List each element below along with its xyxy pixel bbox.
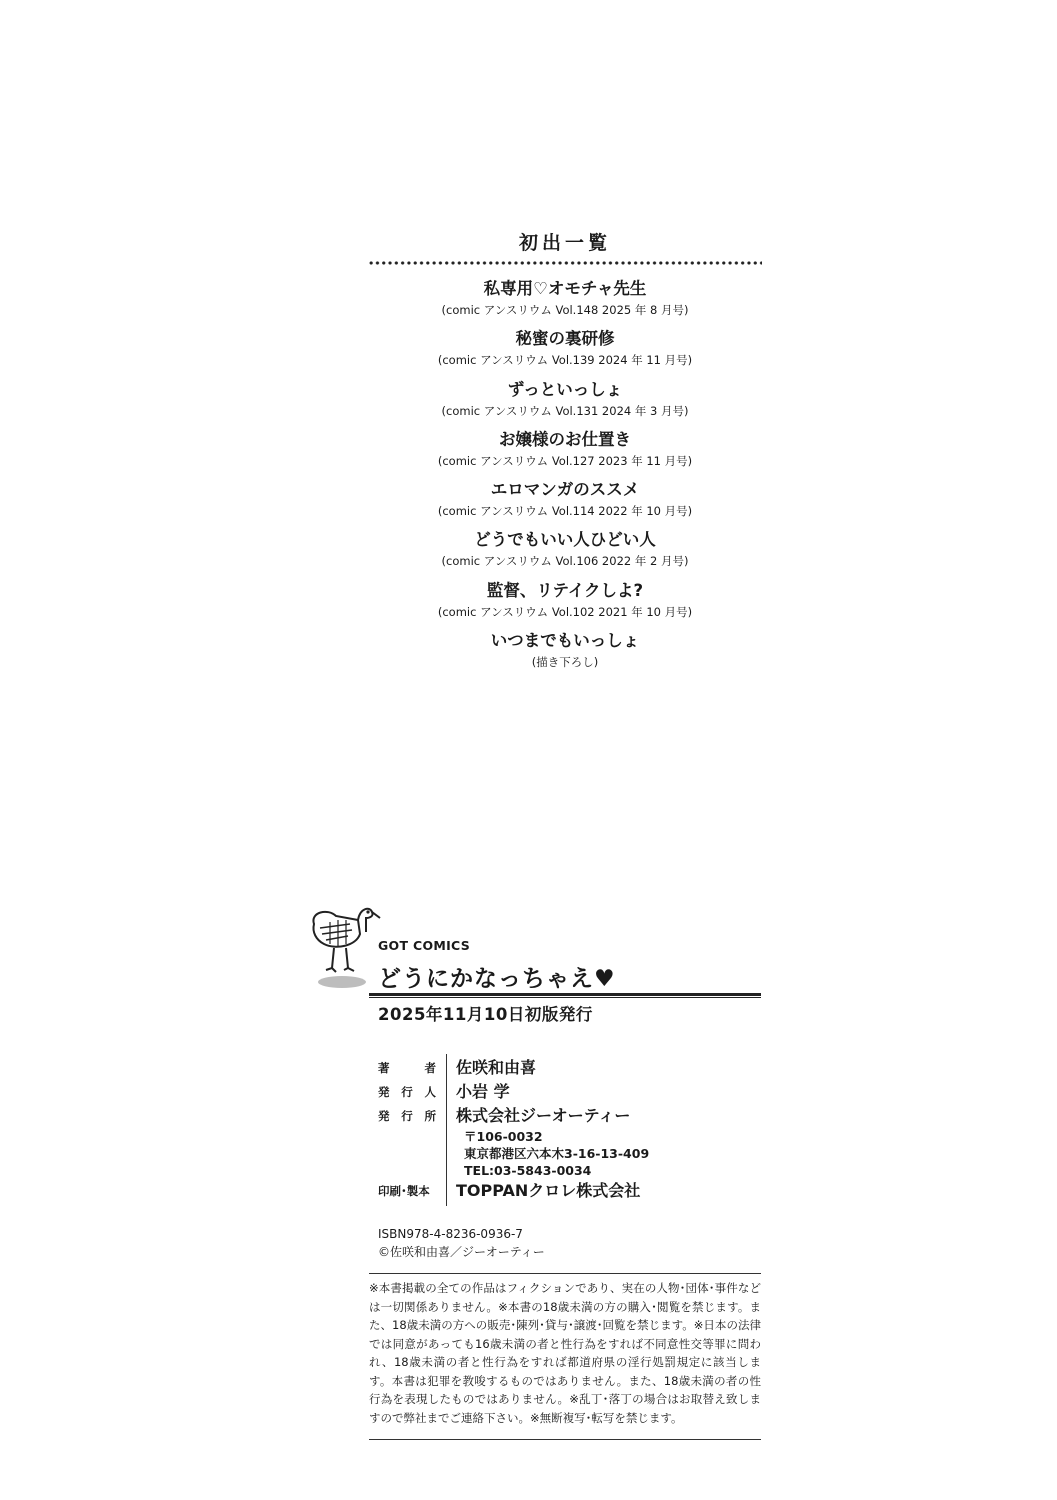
publisher-name: 株式会社ジーオーティー [456,1106,631,1125]
list-item [368,378,762,428]
work-title: お嬢様のお仕置き [499,429,631,449]
works-list [368,277,762,679]
credit-label [378,1056,436,1080]
credit-label-char: 人 [424,1085,436,1099]
work-title: 監督、リテイクしよ? [486,580,644,600]
list-item [368,428,762,478]
tel-row [378,1162,758,1179]
list-item [368,629,762,679]
work-title: いつまでもいっしょ [490,631,640,651]
work-source: (comic アンスリウム Vol.148 2025 年 8 月号) [441,303,689,317]
list-item [368,579,762,629]
title-underline-thin [369,997,761,998]
work-title: 私専用♡オモチャ先生 [483,279,647,298]
printer-label: 印刷･製本 [378,1184,430,1198]
work-source: (comic アンスリウム Vol.131 2024 年 3 月号) [441,403,689,418]
work-source: (comic アンスリウム Vol.139 2024 年 11 月号) [437,353,693,368]
address: 東京都港区六本木3-16-13-409 [464,1146,650,1161]
credit-label-char: 発 [378,1085,390,1099]
first-appearance-title: 初出一覧 [518,232,611,254]
list-item [368,327,762,377]
credit-row-publisher-person [378,1080,758,1104]
work-source: (comic アンスリウム Vol.106 2022 年 2 月号) [441,554,689,569]
work-title: エロマンガのススメ [490,480,640,500]
credit-label-char: 著 [378,1061,390,1075]
work-title: ずっといっしょ [507,379,623,399]
credit-label-char: 発 [378,1109,390,1123]
credit-label-char: 行 [401,1109,413,1123]
credit-label [378,1179,436,1203]
credit-label-char: 者 [424,1061,436,1075]
book-title: どうにかなっちゃえ♥ [378,966,616,992]
credit-label [378,1104,436,1128]
work-source: (comic アンスリウム Vol.102 2021 年 10 月号) [437,604,693,619]
credit-label [378,1080,436,1104]
title-underline [369,993,761,996]
telephone: TEL:03-5843-0034 [464,1163,592,1178]
legal-notice: ※本書掲載の全ての作品はフィクションであり、実在の人物･団体･事件などは一切関係ありません。※本書の18歳未満の方の購入･閲覧を禁じます。また、18歳未満の方への販売･陳列･貸与･譲渡･回覧を禁じます。※日本の法律では同意があっても16歳未満の者と性行為をすれば不同意性交等罪に問われ、18歳未満の者と性行為をすれば都道府県の淫行処罰規定に該当します。本書は犯罪を教唆するものではありません。また、18歳未満の者の性行為を表現したものではありません。※乱丁･落丁の場合はお取替え致しますので弊社までご連絡下さい。※無断複写･転写を禁じます。 [369,1281,761,1425]
address-row [378,1145,758,1162]
credit-label-char: 行 [401,1085,413,1099]
bird-mascot-icon [306,902,382,994]
credit-row-printer [378,1179,758,1203]
work-source: (描き下ろし) [531,655,599,670]
list-item [368,528,762,578]
notice-divider-top [369,1273,761,1274]
copyright: ©佐咲和由喜／ジーオーティー [378,1245,545,1259]
credit-label-char: 所 [424,1109,436,1123]
author-name: 佐咲和由喜 [456,1058,537,1077]
series-name: GOT COMICS [378,938,471,953]
publisher-person-name: 小岩 学 [456,1082,510,1101]
work-source: (comic アンスリウム Vol.114 2022 年 10 月号) [437,504,693,519]
credits-table [378,1056,758,1203]
printer-name: TOPPANクロレ株式会社 [456,1181,641,1200]
postal-code: 〒106-0032 [464,1129,543,1144]
list-item [368,277,762,327]
work-title: どうでもいい人ひどい人 [474,530,656,550]
notice-divider-bottom [369,1439,761,1440]
credit-row-publisher [378,1104,758,1128]
publication-date: 2025年11月10日初版発行 [378,1005,593,1024]
isbn: ISBN978-4-8236-0936-7 [378,1227,523,1241]
list-item [368,478,762,528]
dotted-divider [368,260,762,266]
work-source: (comic アンスリウム Vol.127 2023 年 11 月号) [437,453,693,468]
credit-row-author [378,1056,758,1080]
postal-row [378,1128,758,1145]
work-title: 秘蜜の裏研修 [515,329,615,349]
first-appearance-section [368,228,762,679]
